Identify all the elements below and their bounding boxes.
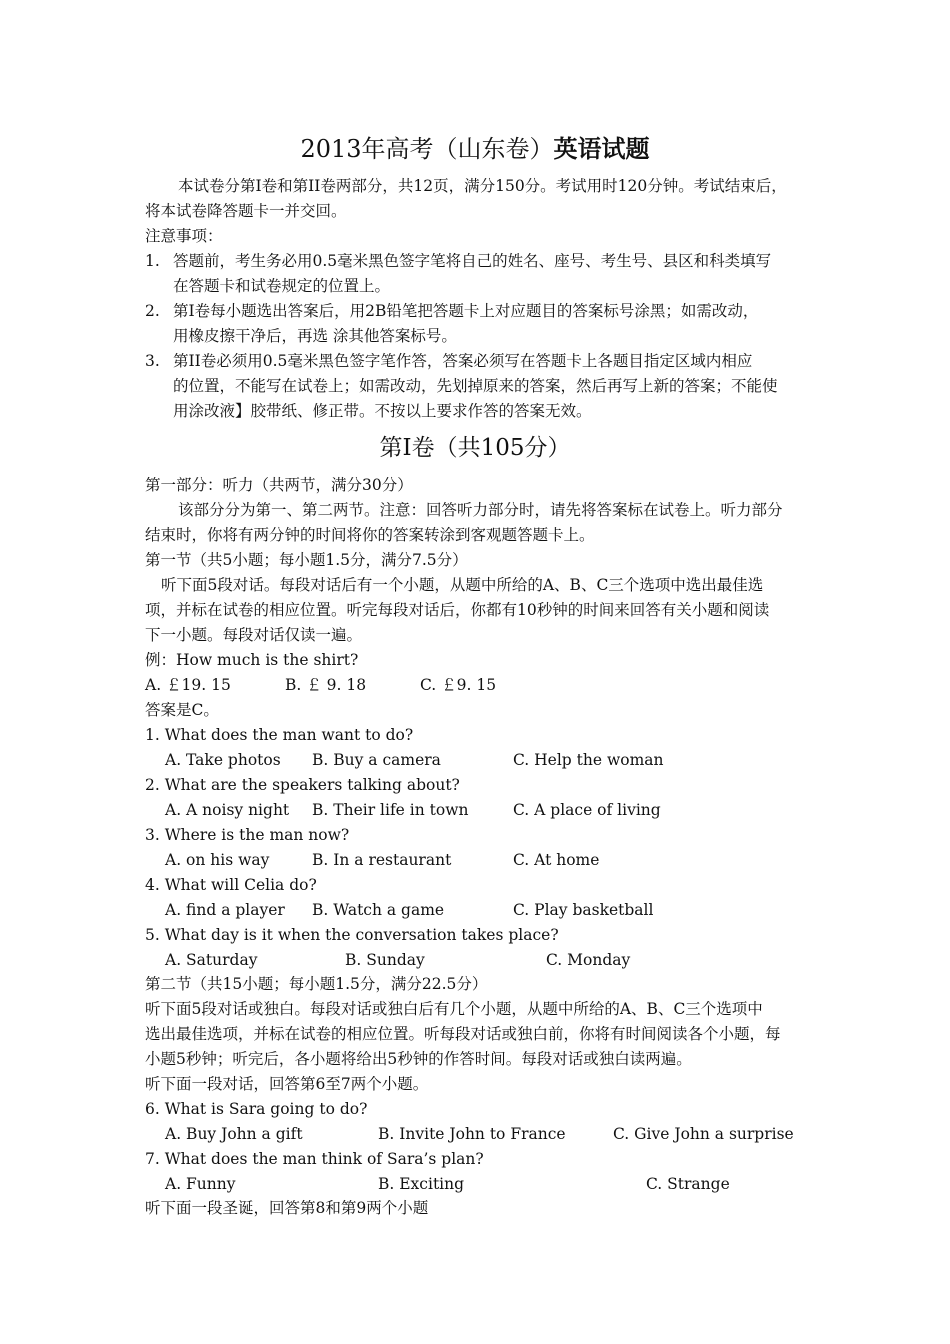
part1-desc-line1: 该部分分为第一、第二两节。注意：回答听力部分时，请先将答案标在试卷上。听力部分 (178, 501, 783, 519)
title-part1: 2013年高考（山东卷） (300, 135, 554, 163)
section2-heading: 第二节（共15小题；每小题1.5分，满分22.5分） (145, 975, 488, 993)
title-part2: 英语试题 (553, 134, 650, 163)
question-1-option-c: C. Help the woman (513, 751, 664, 769)
question-4-option-c: C. Play basketball (513, 901, 654, 919)
notice-item-3-line2: 的位置，不能写在试卷上；如需改动，先划掉原来的答案，然后再写上新的答案；不能使 (173, 377, 778, 395)
page-title (0, 133, 950, 165)
notice-item-3-number: 3. (145, 352, 160, 370)
section2-lead-2: 听下面一段圣诞，回答第8和第9两个小题 (145, 1199, 429, 1217)
section2-lead-1: 听下面一段对话，回答第6至7两个小题。 (145, 1075, 429, 1093)
question-5-option-b: B. Sunday (345, 951, 425, 969)
example-question: 例：How much is the shirt? (145, 651, 359, 669)
question-7-option-a: A. Funny (165, 1175, 236, 1193)
question-3-option-c: C. At home (513, 851, 600, 869)
section2-desc-line1: 听下面5段对话或独白。每段对话或独白后有几个小题，从题中所给的A、B、C三个选项中 (145, 1000, 763, 1018)
notice-item-1-line2: 在答题卡和试卷规定的位置上。 (173, 277, 391, 295)
question-7-option-b: B. Exciting (378, 1175, 465, 1193)
notice-item-2-number: 2. (145, 302, 160, 320)
notice-item-1-number: 1. (145, 252, 160, 270)
question-1-option-a: A. Take photos (165, 751, 281, 769)
section2-desc-line3: 小题5秒钟；听完后，各小题将给出5秒钟的作答时间。每段对话或独白读两遍。 (145, 1050, 692, 1068)
question-4: 4. What will Celia do? (145, 876, 317, 894)
question-3-option-a: A. on his way (165, 851, 270, 869)
example-answer: 答案是C。 (145, 701, 219, 719)
question-7: 7. What does the man think of Sara’s plan? (145, 1150, 484, 1168)
question-5-option-c: C. Monday (546, 951, 631, 969)
example-option-a: A. ￡19. 15 (145, 676, 231, 694)
question-1: 1. What does the man want to do? (145, 726, 414, 744)
notice-heading: 注意事项： (145, 227, 223, 245)
notice-item-2-line1: 第I卷每小题选出答案后，用2B铅笔把答题卡上对应题目的答案标号涂黑；如需改动， (173, 302, 759, 320)
example-option-c: C. ￡9. 15 (420, 676, 497, 694)
notice-item-3-line1: 第II卷必须用0.5毫米黑色签字笔作答，答案必须写在答题卡上各题目指定区域内相应 (173, 352, 753, 370)
question-3-option-b: B. In a restaurant (312, 851, 452, 869)
volume-title: 第I卷（共105分） (379, 435, 571, 461)
notice-item-2-line2: 用橡皮擦干净后，再选 涂其他答案标号。 (173, 327, 457, 345)
question-4-option-a: A. find a player (165, 901, 285, 919)
question-7-option-c: C. Strange (646, 1175, 730, 1193)
question-6: 6. What is Sara going to do? (145, 1100, 368, 1118)
part1-heading: 第一部分：听力（共两节，满分30分） (145, 476, 413, 494)
question-2-option-c: C. A place of living (513, 801, 661, 819)
intro-line1: 本试卷分第I卷和第II卷两部分，共12页，满分150分。考试用时120分钟。考试结束后， (178, 177, 787, 195)
section1-desc-line3: 下一小题。每段对话仅读一遍。 (145, 626, 363, 644)
section2-desc-line2: 选出最佳选项，并标在试卷的相应位置。听每段对话或独白前，你将有时间阅读各个小题，每 (145, 1025, 781, 1043)
question-6-option-a: A. Buy John a gift (165, 1125, 303, 1143)
question-1-option-b: B. Buy a camera (312, 751, 441, 769)
question-5-option-a: A. Saturday (165, 951, 258, 969)
question-6-option-b: B. Invite John to France (378, 1125, 566, 1143)
question-2-option-b: B. Their life in town (312, 801, 469, 819)
section1-heading: 第一节（共5小题；每小题1.5分，满分7.5分） (145, 551, 468, 569)
section1-desc-line2: 项，并标在试卷的相应位置。听完每段对话后，你都有10秒钟的时间来回答有关小题和阅读 (145, 601, 770, 619)
part1-desc-line2: 结束时，你将有两分钟的时间将你的答案转涂到客观题答题卡上。 (145, 526, 595, 544)
question-2: 2. What are the speakers talking about? (145, 776, 460, 794)
notice-item-3-line3: 用涂改液】胶带纸、修正带。不按以上要求作答的答案无效。 (173, 402, 592, 420)
question-3: 3. Where is the man now? (145, 826, 350, 844)
question-6-option-c: C. Give John a surprise (613, 1125, 794, 1143)
question-2-option-a: A. A noisy night (165, 801, 290, 819)
intro-line2: 将本试卷降答题卡一并交回。 (145, 202, 347, 220)
notice-item-1-line1: 答题前，考生务必用0.5毫米黑色签字笔将自己的姓名、座号、考生号、县区和科类填写 (173, 252, 772, 270)
example-option-b: B. ￡ 9. 18 (285, 676, 367, 694)
question-5: 5. What day is it when the conversation takes place? (145, 926, 559, 944)
question-4-option-b: B. Watch a game (312, 901, 445, 919)
section1-desc-line1: 听下面5段对话。每段对话后有一个小题，从题中所给的A、B、C三个选项中选出最佳选 (161, 576, 764, 594)
